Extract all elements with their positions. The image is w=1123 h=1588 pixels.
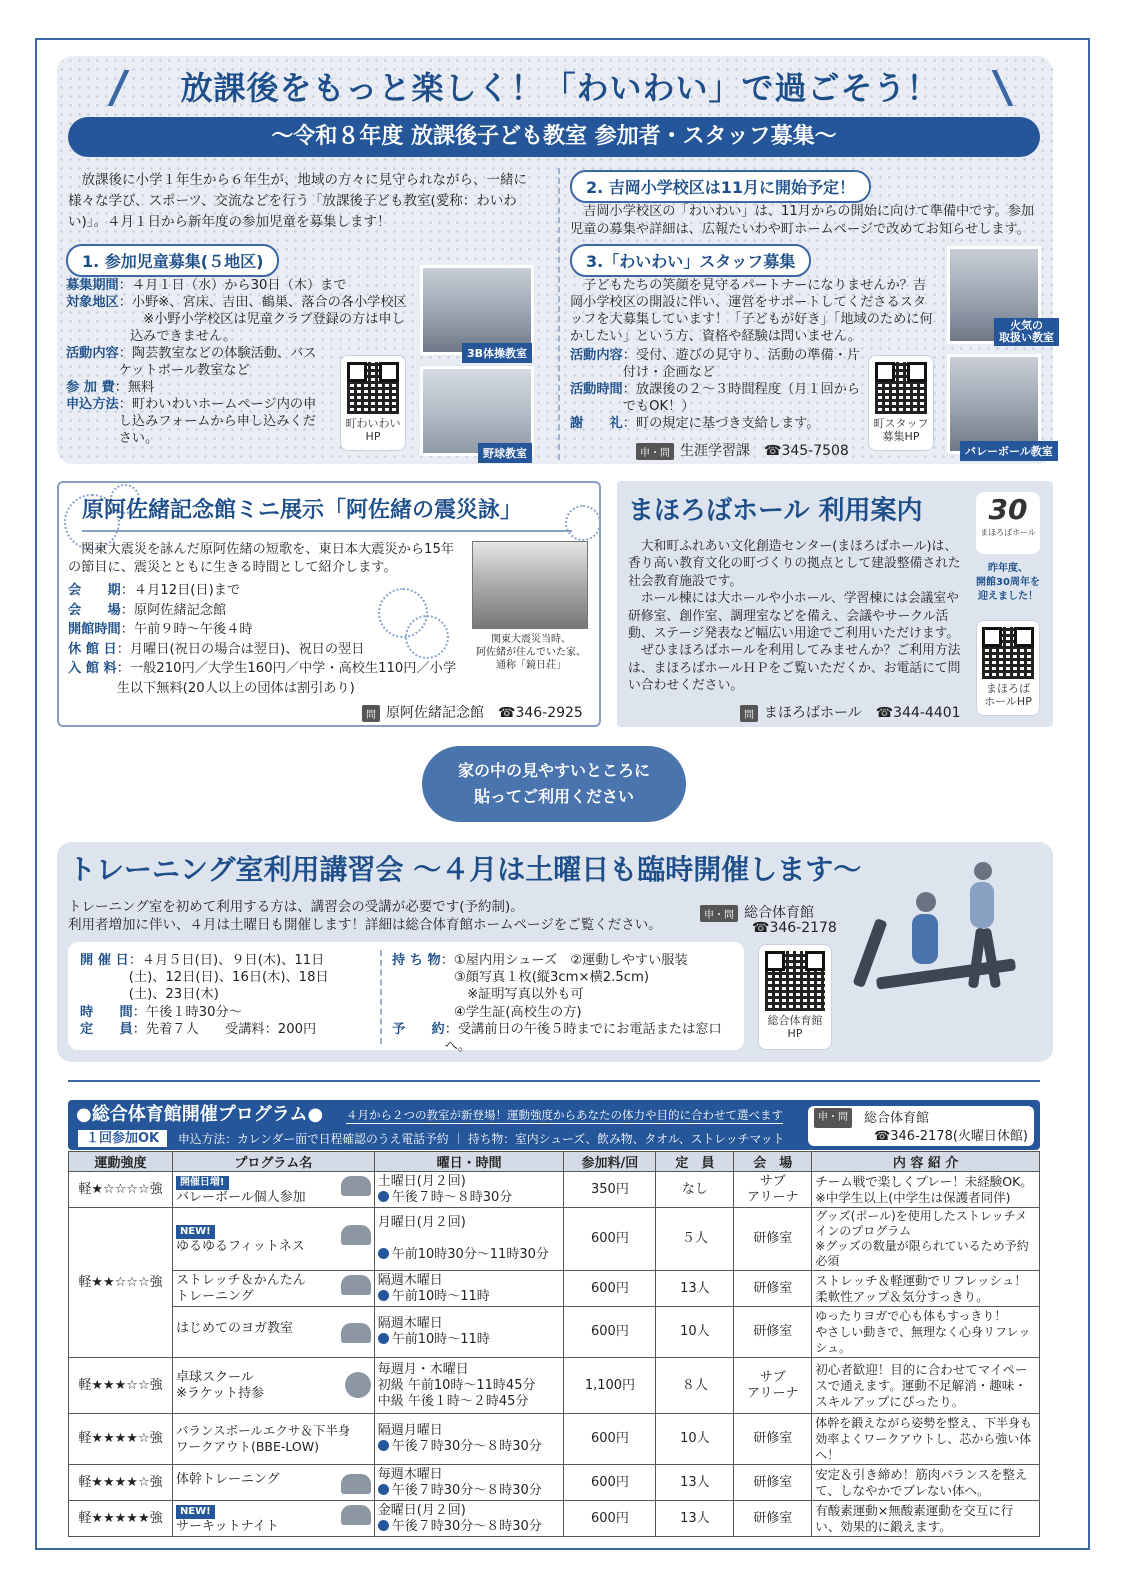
stretch-mat-icon <box>341 1275 371 1295</box>
museum-val: ：月曜日(祝日の場合は翌日)、祝日の翌日 <box>116 641 365 657</box>
program-name: ストレッチ＆かんたん トレーニング <box>175 1272 306 1304</box>
hall-text: 大和町ふれあい文化創造センター(まほろばホール)は、香り高い教育文化の町づくりの拠点として建設整備された社会教育施設です。 ホール棟には大ホールや小ホール、学習棟には会議室や研修室、創作室、調理室などを備え、会議やサークル活動、ステージ発表など幅広い用途でご利用いただけます。 ぜひまほろばホールを利用してみませんか？ご利用方法は、まほろばホールＨＰをご覧いただくか、お電話にて問い合わせください。 <box>628 539 961 694</box>
sec2-text: 吉岡小学校区の「わいわい」は、11月からの開始に向けて準備中です。参加児童の募集や詳細は、広報たいわや町ホームページで改めてお知らせします。 <box>570 204 1035 237</box>
museum-contact <box>362 702 583 722</box>
museum-title-underline <box>82 530 572 532</box>
clock-icon <box>378 1440 389 1451</box>
qr-label: 総合体育館 HP <box>767 1014 823 1040</box>
sec1-val: ：小野※、宮床、吉田、鶴巣、落合の各小学校区 <box>118 295 407 310</box>
contact-text: まほろばホール ☎344-4401 <box>764 705 961 721</box>
place-cell: 研修室 <box>734 1501 812 1537</box>
post-note-bubble: 家の中の見やすいところに 貼ってご利用ください <box>422 746 686 822</box>
day: 毎週木曜日 <box>377 1466 443 1482</box>
capacity-cell: 10人 <box>656 1414 734 1465</box>
hall-qr[interactable] <box>976 620 1040 716</box>
level-cell: 軽★★★★★強 <box>69 1501 173 1537</box>
sec1-key: 募集期間 <box>66 278 119 293</box>
photo-caption: 火気の 取扱い教室 <box>994 318 1059 346</box>
clock-icon <box>378 1191 389 1202</box>
time-cell <box>374 1172 564 1208</box>
training-val: ：①屋内用シューズ ②運動しやすい服装 ③顔写真１枚(縦3cm×横2.5cm) ※証明写真以外も可 ④学生証(高校生の方) <box>440 953 688 1020</box>
sec1-val: ：無料 <box>114 380 155 395</box>
training-intro: トレーニング室を初めて利用する方は、講習会の受講が必要です(予約制)。 利用者増加に伴い、４月は土曜日も開催します！詳細は総合体育館ホームページをご覧ください。 <box>68 899 662 933</box>
time: 午前10時～11時 <box>391 1332 490 1347</box>
clock-icon <box>378 1248 389 1259</box>
museum-key: 入 館 料 <box>68 661 117 676</box>
place-cell: 研修室 <box>734 1307 812 1358</box>
training-key: 定 員 <box>80 1021 133 1037</box>
level-cell: 軽★☆☆☆☆強 <box>69 1172 173 1208</box>
sec3-key: 活動内容 <box>570 348 623 363</box>
logo-sub: まほろばホール <box>980 528 1036 537</box>
time-cell <box>374 1358 564 1414</box>
fee-cell: 600円 <box>564 1307 656 1358</box>
desc-cell: 初心者歓迎！目的に合わせてマイペースで通えます。運動不足解消・趣味・スキルアップにぴったり。 <box>812 1358 1040 1414</box>
table-row <box>69 1208 1040 1271</box>
training-title: トレーニング室利用講習会 ～４月は土曜日も臨時開催します～ <box>68 853 862 886</box>
recruit-banner: ～令和８年度 放課後子ども教室 参加者・スタッフ募集～ <box>68 117 1040 157</box>
photo-3b-exercise <box>420 265 534 355</box>
waiwai-intro: 放課後に小学１年生から６年生が、地域の方々に見守られながら、一緒に様々な学び、スポーツ、交流などを行う「放課後子ども教室(愛称：わいわい)」。４月１日から新年度の参加児童を募集します！ <box>68 172 527 230</box>
hall-logo <box>976 492 1040 554</box>
day: 毎週月・木曜日 <box>377 1361 469 1377</box>
qr-code-icon <box>765 951 825 1011</box>
yoga-pose-icon <box>341 1323 371 1343</box>
time-cell <box>374 1465 564 1501</box>
desc-cell: チーム戦で楽しくプレー！未経験OK。 ※中学生以上(中学生は保護者同伴) <box>812 1172 1040 1208</box>
photo-caption: バレーボール教室 <box>960 441 1058 461</box>
contact-name: 総合体育館 <box>744 905 814 921</box>
program-name: 体幹トレーニング <box>175 1471 280 1487</box>
desc-cell: グッズ(ポール)を使用したストレッチメインのプログラム ※グッズの数量が限られているため予約必須 <box>812 1208 1040 1271</box>
table-row <box>69 1307 1040 1358</box>
day: 金曜日(月２回) <box>377 1502 466 1518</box>
clock-icon <box>378 1520 389 1531</box>
contact-name: 総合体育館 <box>864 1110 930 1126</box>
col-header: 曜日・時間 <box>374 1152 564 1172</box>
qr-code-icon <box>875 362 927 414</box>
table-row <box>69 1172 1040 1208</box>
hall-contact <box>740 702 961 722</box>
museum-key: 会 期 <box>68 583 121 598</box>
desc-cell: 有酸素運動×無酸素運動を交互に行い、効果的に鍛えます。 <box>812 1501 1040 1537</box>
time-cell <box>374 1414 564 1465</box>
training-val: ：先着７人 受講料：200円 <box>132 1021 317 1037</box>
program-name: 卓球スクール ※ラケット持参 <box>175 1369 265 1401</box>
place-cell: 研修室 <box>734 1271 812 1307</box>
sec1-key: 活動内容 <box>66 346 119 361</box>
program-rule <box>68 1080 1040 1082</box>
museum-key: 会 場 <box>68 602 121 618</box>
contact-tel: ☎346-2178(火曜日休館) <box>874 1129 1028 1144</box>
qr-code-icon <box>347 362 399 414</box>
place-cell: 研修室 <box>734 1414 812 1465</box>
logo-number: 30 <box>988 493 1028 526</box>
day: 隔週木曜日 <box>377 1316 443 1331</box>
table-row <box>69 1414 1040 1465</box>
photo-old-house <box>472 541 588 629</box>
contact-text: 原阿佐緒記念館 ☎346-2925 <box>386 705 583 721</box>
table-row <box>69 1465 1040 1501</box>
time: 初級 午前10時～11時45分 中級 午後１時～２時45分 <box>377 1377 536 1409</box>
museum-val: ：一般210円／大学生160円／中学・高校生110円／小学生以下無料(20人以上の団体は割引あり) <box>116 661 457 696</box>
capacity-cell: 10人 <box>656 1307 734 1358</box>
program-name: ゆるゆるフィットネス <box>175 1239 305 1254</box>
desc-cell: ストレッチ＆軽運動でリフレッシュ！ 柔軟性アップ＆気分すっきり。 <box>812 1271 1040 1307</box>
time: 午前10時～11時 <box>391 1288 490 1304</box>
qr-label: 町わいわい HP <box>345 417 401 443</box>
sec1-key: 対象地区 <box>66 295 119 310</box>
flower-icon <box>565 505 601 541</box>
training-right-details <box>392 952 738 1055</box>
sec1-val: ：４月１日（水）から30日（木）まで <box>118 278 347 293</box>
time: 午後７時30分～８時30分 <box>391 1518 542 1534</box>
capacity-cell: ５人 <box>656 1208 734 1271</box>
clock-icon <box>378 1290 389 1301</box>
sec3-text: 子どもたちの笑顔を見守るパートナーになりませんか？吉岡小学校区の開設に伴い、運営をサポートしてくださるスタッフを大募集しています！「子どもが好き」「地域のために何かしたい」という方、資格や経験は問いません。 <box>570 278 933 344</box>
qr-code-icon <box>982 627 1034 679</box>
photo-caption: 3B体操教室 <box>462 343 532 363</box>
once-ok-badge: １回参加OK <box>78 1130 167 1147</box>
capacity-cell: なし <box>656 1172 734 1208</box>
level-cell: 軽★★★★☆強 <box>69 1465 173 1501</box>
col-header: 参加料/回 <box>564 1152 656 1172</box>
fee-cell: 600円 <box>564 1208 656 1271</box>
program-name: はじめてのヨガ教室 <box>175 1321 293 1336</box>
anniversary-note: 昨年度、 開館30周年を 迎えました！ <box>976 563 1040 602</box>
sec3-key: 謝 礼 <box>570 416 623 431</box>
museum-val: ：４月12日(日)まで <box>120 583 241 598</box>
name-cell <box>172 1358 374 1414</box>
col-header: 定 員 <box>656 1152 734 1172</box>
name-cell <box>172 1501 374 1537</box>
training-contact <box>700 902 814 922</box>
training-key: 予 約 <box>392 1021 445 1037</box>
name-cell <box>172 1172 374 1208</box>
table-row <box>69 1271 1040 1307</box>
badge: NEW! <box>176 1505 215 1519</box>
capacity-cell: 13人 <box>656 1501 734 1537</box>
time-cell <box>374 1208 564 1271</box>
stretch-pose-icon <box>341 1225 371 1245</box>
program-title: ●総合体育館開催プログラム● <box>76 1104 324 1125</box>
training-key: 開 催 日 <box>80 953 129 968</box>
sec3-val: ：放課後の２～３時間程度（月１回からでもOK！） <box>622 382 861 414</box>
hall-title: まほろばホール 利用案内 <box>628 496 923 526</box>
museum-val: ：午前９時～午後４時 <box>120 622 253 637</box>
sec3-key: 活動時間 <box>570 382 623 397</box>
level-cell: 軽★★★☆☆強 <box>69 1358 173 1414</box>
sec3-val: ：町の規定に基づき支給します。 <box>622 416 820 431</box>
contact-tag: 申・問 <box>814 1108 852 1128</box>
qr-label: まほろば ホールHP <box>984 682 1032 708</box>
badge: 開催日増! <box>176 1176 229 1190</box>
gym-qr[interactable] <box>758 944 832 1050</box>
col-header: プログラム名 <box>172 1152 374 1172</box>
sec3-val: ：受付、遊びの見守り、活動の準備・片付け・企画など <box>622 348 861 380</box>
day: 月曜日(月２回) <box>377 1215 466 1230</box>
capacity-cell: 13人 <box>656 1271 734 1307</box>
program-table <box>68 1151 1040 1537</box>
qr-label: 町スタッフ 募集HP <box>873 417 929 443</box>
sec1-val: ：陶芸教室などの体験活動、バスケットボール教室など <box>118 346 317 378</box>
contact-tag: 申・問 <box>636 443 674 460</box>
contact-tag: 問 <box>362 705 380 722</box>
level-cell: 軽★★★★☆強 <box>69 1414 173 1465</box>
contact-tag: 問 <box>740 705 758 722</box>
col-header: 会 場 <box>734 1152 812 1172</box>
circuit-pose-icon <box>341 1505 371 1525</box>
museum-key: 休 館 日 <box>68 641 117 657</box>
sec3-title: 3.「わいわい」スタッフ募集 <box>570 244 811 277</box>
fee-cell: 600円 <box>564 1271 656 1307</box>
training-left-details <box>80 952 376 1038</box>
desc-cell: 安定＆引き締め！筋肉バランスを整えて、しなやかでブレない体へ。 <box>812 1465 1040 1501</box>
staff-qr[interactable] <box>868 355 934 451</box>
sec1-val: ※小野小学校区は児童クラブ登録の方は申し込みできません。 <box>130 312 405 344</box>
program-name: バレーボール個人参加 <box>175 1189 306 1205</box>
time: 午後７時30分～８時30分 <box>391 1482 542 1498</box>
clock-icon <box>378 1484 389 1495</box>
fee-cell: 600円 <box>564 1414 656 1465</box>
place-cell: サブ アリーナ <box>734 1358 812 1414</box>
training-val: ：受講前日の午後５時までにお電話または窓口へ。 <box>444 1021 722 1055</box>
training-val: ：４月５日(日)、９日(木)、11日(土)、12日(日)、16日(木)、18日(土)、23日(木) <box>128 953 329 1003</box>
sec3-contact <box>636 440 849 460</box>
day: 土曜日(月２回) <box>377 1173 466 1189</box>
capacity-cell: ８人 <box>656 1358 734 1414</box>
training-val: ：午後１時30分～ <box>132 1004 242 1020</box>
fee-cell: 600円 <box>564 1465 656 1501</box>
contact-text: 生涯学習課 ☎345-7508 <box>680 443 849 459</box>
photo-volleyball <box>947 354 1041 454</box>
level-cell: 軽★★☆☆☆強 <box>69 1208 173 1358</box>
table-row <box>69 1501 1040 1537</box>
museum-key: 開館時間 <box>68 622 121 637</box>
time-cell <box>374 1501 564 1537</box>
time-cell <box>374 1271 564 1307</box>
time: 午後７時～８時30分 <box>391 1189 513 1205</box>
fee-cell: 600円 <box>564 1501 656 1537</box>
training-key: 持 ち 物 <box>392 953 441 968</box>
place-cell: 研修室 <box>734 1208 812 1271</box>
treadmill-runner-illustration <box>846 858 1046 1044</box>
house-photo-caption: 関東大震災当時、 阿佐緒が住んでいた家、 通称「鏡日荘」 <box>476 634 586 671</box>
photo-caption: 野球教室 <box>478 443 532 463</box>
sec3-details <box>570 347 866 432</box>
vertical-divider <box>558 168 560 460</box>
museum-details <box>68 581 488 698</box>
sec1-title: 1. 参加児童募集(５地区) <box>66 244 279 277</box>
day: 隔週木曜日 <box>377 1272 443 1288</box>
name-cell <box>172 1208 374 1271</box>
fee-cell: 350円 <box>564 1172 656 1208</box>
name-cell <box>172 1271 374 1307</box>
program-apply-info: 申込方法：カレンダー面で日程確認のうえ電話予約 ｜ 持ち物：室内シューズ、飲み物、タオル、ストレッチマット <box>178 1132 785 1146</box>
day: 隔週月曜日 <box>377 1423 443 1438</box>
training-key: 時 間 <box>80 1004 133 1020</box>
program-contact-box <box>808 1106 1034 1146</box>
clock-icon <box>378 1333 389 1344</box>
badge: NEW! <box>176 1225 215 1239</box>
name-cell <box>172 1307 374 1358</box>
col-header: 運動強度 <box>69 1152 173 1172</box>
contact-tag: 申・問 <box>700 905 738 922</box>
volleyball-icon <box>341 1176 371 1196</box>
time-cell <box>374 1307 564 1358</box>
museum-text: 関東大震災を詠んだ原阿佐緒の短歌を、東日本大震災から15年の節目に、震災とともに生きる時間として紹介します。 <box>68 542 455 575</box>
waiwai-qr[interactable] <box>340 355 406 451</box>
sec1-key: 申込方法 <box>66 397 119 412</box>
sec1-val: ：町わいわいホームページ内の申し込みフォームから申し込みください。 <box>118 397 317 446</box>
ping-pong-paddle-icon <box>345 1372 371 1398</box>
time: 午後７時30分～８時30分 <box>391 1439 542 1454</box>
name-cell <box>172 1465 374 1501</box>
sec1-key: 参 加 費 <box>66 380 115 395</box>
sec2-title: 2. 吉岡小学校区は11月に開始予定！ <box>570 170 871 203</box>
waiwai-headline: 放課後をもっと楽しく！「わいわい」で過ごそう！ <box>180 69 940 107</box>
col-header: 内 容 紹 介 <box>812 1152 1040 1172</box>
plank-pose-icon <box>341 1474 371 1494</box>
training-divider <box>380 950 382 1044</box>
training-tel: ☎346-2178 <box>752 920 837 936</box>
program-subtitle: ４月から２つの教室が新登場！運動強度からあなたの体力や目的に合わせて選べます <box>346 1108 783 1122</box>
desc-cell: ゆったりヨガで心も体もすっきり！ やさしい動きで、無理なく心身リフレッシュ。 <box>812 1307 1040 1358</box>
museum-title: 原阿佐緒記念館ミニ展示「阿佐緒の震災詠」 <box>82 498 523 523</box>
program-table-wrap <box>68 1151 1040 1537</box>
place-cell: サブ アリーナ <box>734 1172 812 1208</box>
time: 午前10時30分～11時30分 <box>391 1247 549 1262</box>
program-name: サーキットナイト <box>175 1518 279 1534</box>
desc-cell: 体幹を鍛えながら姿勢を整え、下半身も効率よくワークアウトし、芯から強い体へ！ <box>812 1414 1040 1465</box>
place-cell: 研修室 <box>734 1465 812 1501</box>
fee-cell: 1,100円 <box>564 1358 656 1414</box>
museum-val: ：原阿佐緒記念館 <box>120 602 227 618</box>
table-row <box>69 1358 1040 1414</box>
name-cell: バランスボールエクサ＆下半身 ワークアウト(BBE-LOW) <box>172 1414 374 1465</box>
capacity-cell: 13人 <box>656 1465 734 1501</box>
